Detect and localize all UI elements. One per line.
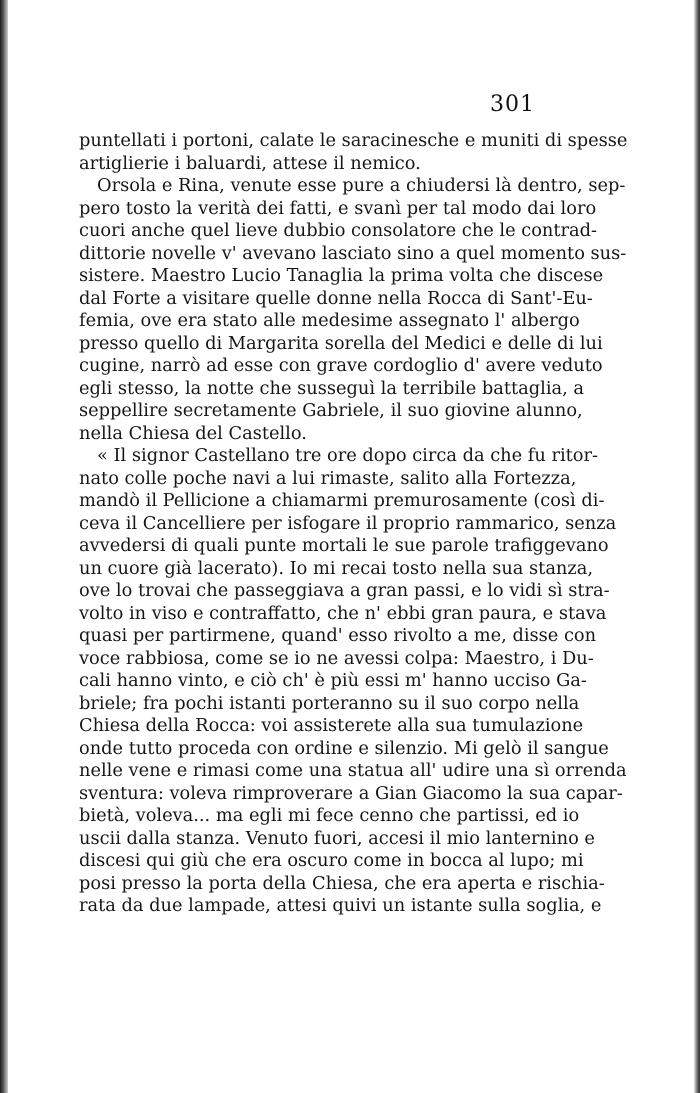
text-line: rata da due lampade, attesi quivi un istante sulla soglia, e (79, 895, 602, 916)
text-line: voce rabbiosa, come se io ne avessi colpa: Maestro, i Du- (79, 647, 594, 669)
text-line: artiglierie i baluardi, attese il nemico. (79, 152, 421, 174)
text-line: un cuore già lacerato). Io mi recai tosto nella sua stanza, (79, 557, 593, 579)
page-number: 301 (490, 92, 535, 117)
text-line: volto in viso e contraffatto, che n' ebbi gran paura, e stava (79, 602, 607, 624)
text-line: pero tosto la verità dei fatti, e svanì per tal modo dai loro (79, 197, 597, 219)
text-line: bietà, voleva... ma egli mi fece cenno che partissi, ed io (79, 805, 580, 826)
text-line: avvedersi di quali punte mortali le sue parole trafiggevano (79, 535, 609, 556)
text-line: sventura: voleva rimproverare a Gian Giacomo la sua capar- (79, 782, 623, 804)
text-line: egli stesso, la notte che susseguì la terribile battaglia, a (79, 377, 585, 399)
text-line: posi presso la porta della Chiesa, che era aperta e rischia- (79, 872, 605, 894)
text-line: seppellire secretamente Gabriele, il suo giovine alunno, (79, 400, 583, 421)
text-line: femia, ove era stato alle medesime assegnato l' albergo (79, 310, 580, 331)
text-line: cugine, narrò ad esse con grave cordoglio d' avere veduto (79, 355, 603, 376)
text-line: uscii dalla stanza. Venuto fuori, accesi il mio lanternino e (79, 827, 595, 849)
text-line: nato colle poche navi a lui rimaste, salito alla Fortezza, (79, 467, 577, 489)
text-line: dal Forte a visitare quelle donne nella Rocca di Sant'-Eu- (79, 287, 593, 309)
text-line: onde tutto proceda con ordine e silenzio. Mi gelò il sangue (79, 737, 609, 759)
text-line: discesi qui giù che era oscuro come in bocca al lupo; mi (79, 850, 584, 871)
text-line: quasi per partirmene, quand' esso rivolto a me, disse con (79, 625, 597, 646)
text-line: ceva il Cancelliere per isfogare il proprio rammarico, senza (79, 512, 617, 534)
text-line: Chiesa della Rocca: voi assisterete alla sua tumulazione (79, 715, 584, 736)
text-line: ove lo trovai che passeggiava a gran passi, e lo vidi sì stra- (79, 580, 610, 601)
text-line: cali hanno vinto, e ciò ch' è più essi m' hanno ucciso Ga- (79, 670, 587, 691)
text-line: presso quello di Margarita sorella del Medici e delle di lui (79, 332, 603, 354)
book-gutter-shadow (0, 0, 8, 1093)
text-line: puntellati i portoni, calate le saracinesche e muniti di spesse (79, 130, 628, 151)
text-line: nella Chiesa del Castello. (79, 422, 307, 444)
body-text (79, 130, 628, 918)
text-line: cuori anche quel lieve dubbio consolatore che le contrad- (79, 220, 598, 241)
page-edge-shadow (694, 0, 700, 1093)
text-line: dittorie novelle v' avevano lasciato sino a quel momento sus- (79, 242, 627, 264)
text-line: mandò il Pellicione a chiamarmi premurosamente (così di- (79, 490, 605, 511)
text-line: « Il signor Castellano tre ore dopo circa da che fu ritor- (97, 445, 599, 466)
text-line: nelle vene e rimasi come una statua all' udire una sì orrenda (79, 760, 627, 781)
text-line: briele; fra pochi istanti porteranno su il suo corpo nella (79, 692, 580, 714)
text-line: Orsola e Rina, venute esse pure a chiudersi là dentro, sep- (97, 175, 626, 196)
text-line: sistere. Maestro Lucio Tanaglia la prima volta che discese (79, 265, 604, 286)
